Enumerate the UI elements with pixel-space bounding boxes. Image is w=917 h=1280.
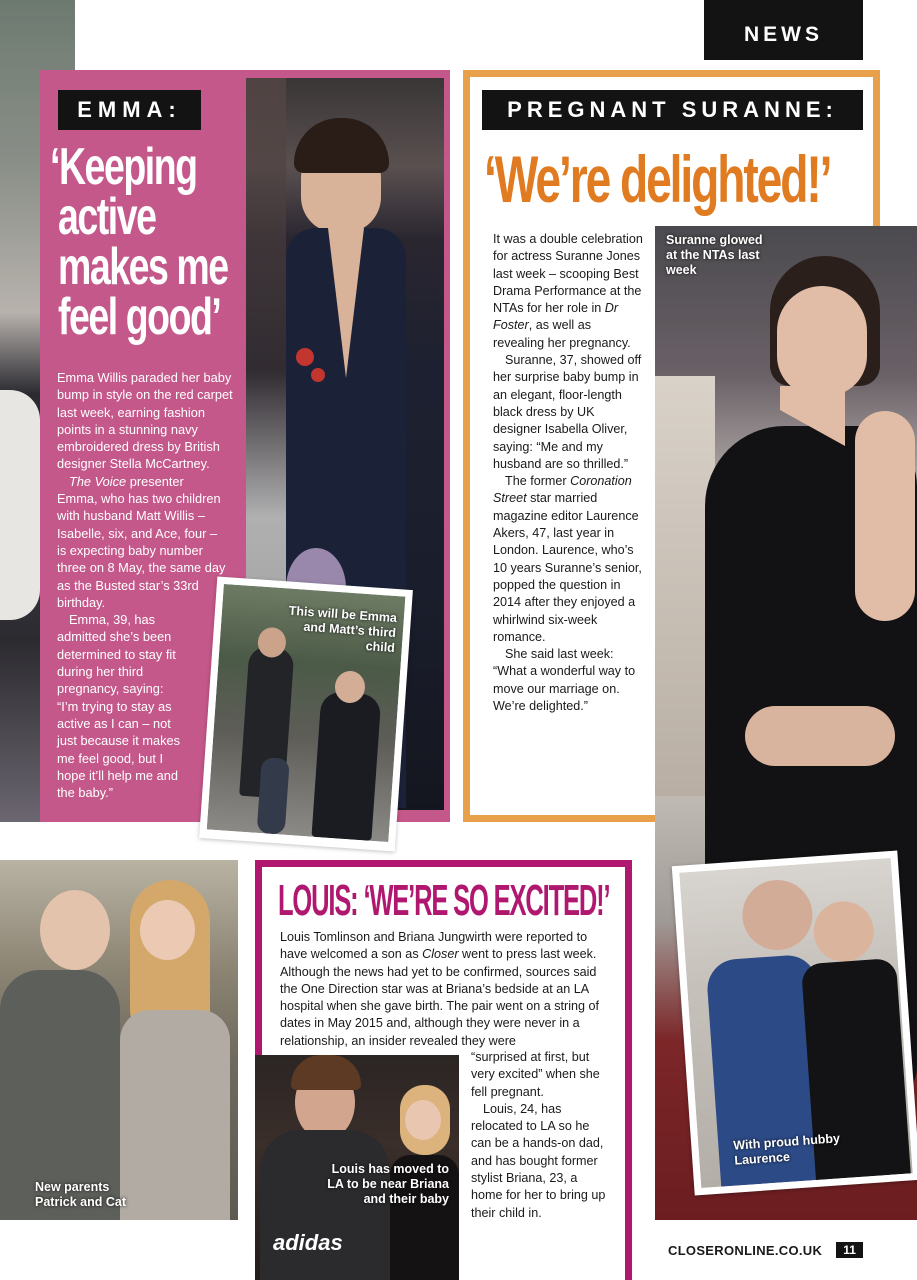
emma-label-text: EMMA:	[77, 97, 182, 122]
suranne-husband-caption: With proud hubby Laurence	[732, 1131, 841, 1168]
louis-article-body-top	[280, 929, 612, 1050]
patrick-cat-photo	[0, 860, 238, 1220]
louis-article-body-bottom	[471, 1049, 612, 1222]
suranne-paragraph	[493, 473, 643, 646]
emma-headline-line: ‘Keeping	[50, 138, 197, 196]
emma-show-title: The Voice	[69, 473, 127, 489]
suranne-text: , as well as revealing her pregnancy.	[493, 318, 631, 350]
emma-paragraph: Emma Willis paraded her baby bump in style on the red carpet last week, earning fashion points in a stunning navy embroidered dress by British designer Stella McCartney.	[57, 370, 233, 472]
louis-text: went to press last week. Although the news had yet to be confirmed, sources said the One Direction star was at Briana’s bedside at an LA hospital when she gave birth. The pair went on a string of dates in May 2015 and, although they were never in a relationship, an insider revealed they were	[280, 947, 600, 1048]
louis-paragraph: Louis, 24, has relocated to LA so he can be a hands-on dad, and has bought former stylist Briana, 23, a home for her to bring up their child in.	[471, 1101, 606, 1220]
louis-headline: LOUIS: ‘WE’RE SO EXCITED!’	[278, 876, 610, 925]
suranne-text: The former	[505, 474, 571, 489]
section-tag-label: NEWS	[744, 23, 823, 46]
suranne-label-text: PREGNANT SURANNE:	[507, 97, 838, 122]
suranne-photo-caption: Suranne glowed at the NTAs last week	[666, 233, 763, 277]
suranne-text: It was a double celebration for actress Suranne Jones last week – scooping Best Drama Performance at the NTAs for her role in	[493, 232, 643, 316]
suranne-article-body	[493, 231, 643, 715]
emma-headline	[50, 138, 245, 346]
emma-paragraph: Emma, 39, has admitted she’s been determined to stay fit during her third pregnancy, saying: “I’m trying to stay as active as I can – not just because it makes me feel good, but I hope it’ll help me and the baby.”	[57, 612, 181, 801]
emma-paragraph	[57, 473, 235, 611]
emma-paragraph-rest: presenter Emma, who has two children with husband Matt Willis – Isabelle, six, and Ace, four – is expecting baby number three on 8 May, the same day as the Busted star’s 33rd birthday.	[57, 473, 226, 610]
footer-site: CLOSERONLINE.CO.UK	[668, 1242, 823, 1258]
section-tag	[704, 0, 863, 60]
suranne-show-title: Coronation Street	[493, 474, 632, 506]
louis-photo-caption: Louis has moved to LA to be near Briana and their baby	[327, 1162, 449, 1206]
emma-family-photo-frame	[199, 576, 413, 851]
suranne-text: star married magazine editor Laurence Akers, 47, last year in London. Laurence, who’s 10 years Suranne’s senior, popped the question in 2014 after they enjoyed a whirlwind six-week romance.	[493, 491, 642, 644]
emma-headline-line: makes me	[58, 238, 228, 296]
louis-paragraph	[280, 929, 612, 1050]
louis-text: Louis Tomlinson and Briana Jungwirth were reported to have welcomed a son as	[280, 930, 588, 962]
suranne-paragraph: She said last week: “What a wonderful way to move our marriage on. We’re delighted.”	[493, 647, 636, 714]
suranne-husband-photo-frame	[672, 851, 917, 1196]
tshirt-brand-text: adidas	[273, 1230, 343, 1255]
suranne-show-title: Dr Foster	[493, 301, 619, 333]
page-number: 11	[836, 1242, 863, 1258]
suranne-headline: ‘We’re delighted!’	[484, 142, 831, 216]
louis-paragraph: “surprised at first, but very excited” when she fell pregnant.	[471, 1050, 600, 1099]
emma-label	[58, 90, 201, 130]
patrick-cat-caption: New parents Patrick and Cat	[35, 1180, 127, 1209]
footer	[668, 1241, 863, 1259]
suranne-paragraph	[493, 231, 643, 352]
emma-headline-line: active	[58, 188, 156, 246]
emma-headline-line: feel good’	[58, 288, 221, 346]
suranne-label	[482, 90, 863, 130]
emma-family-caption: This will be Emma and Matt’s third child	[288, 603, 398, 656]
louis-magazine-name: Closer	[422, 947, 459, 962]
suranne-paragraph: Suranne, 37, showed off her surprise baby bump in an elegant, floor-length black dress by UK designer Isabella Oliver, saying: “Me and my husband are so thrilled.”	[493, 353, 642, 471]
